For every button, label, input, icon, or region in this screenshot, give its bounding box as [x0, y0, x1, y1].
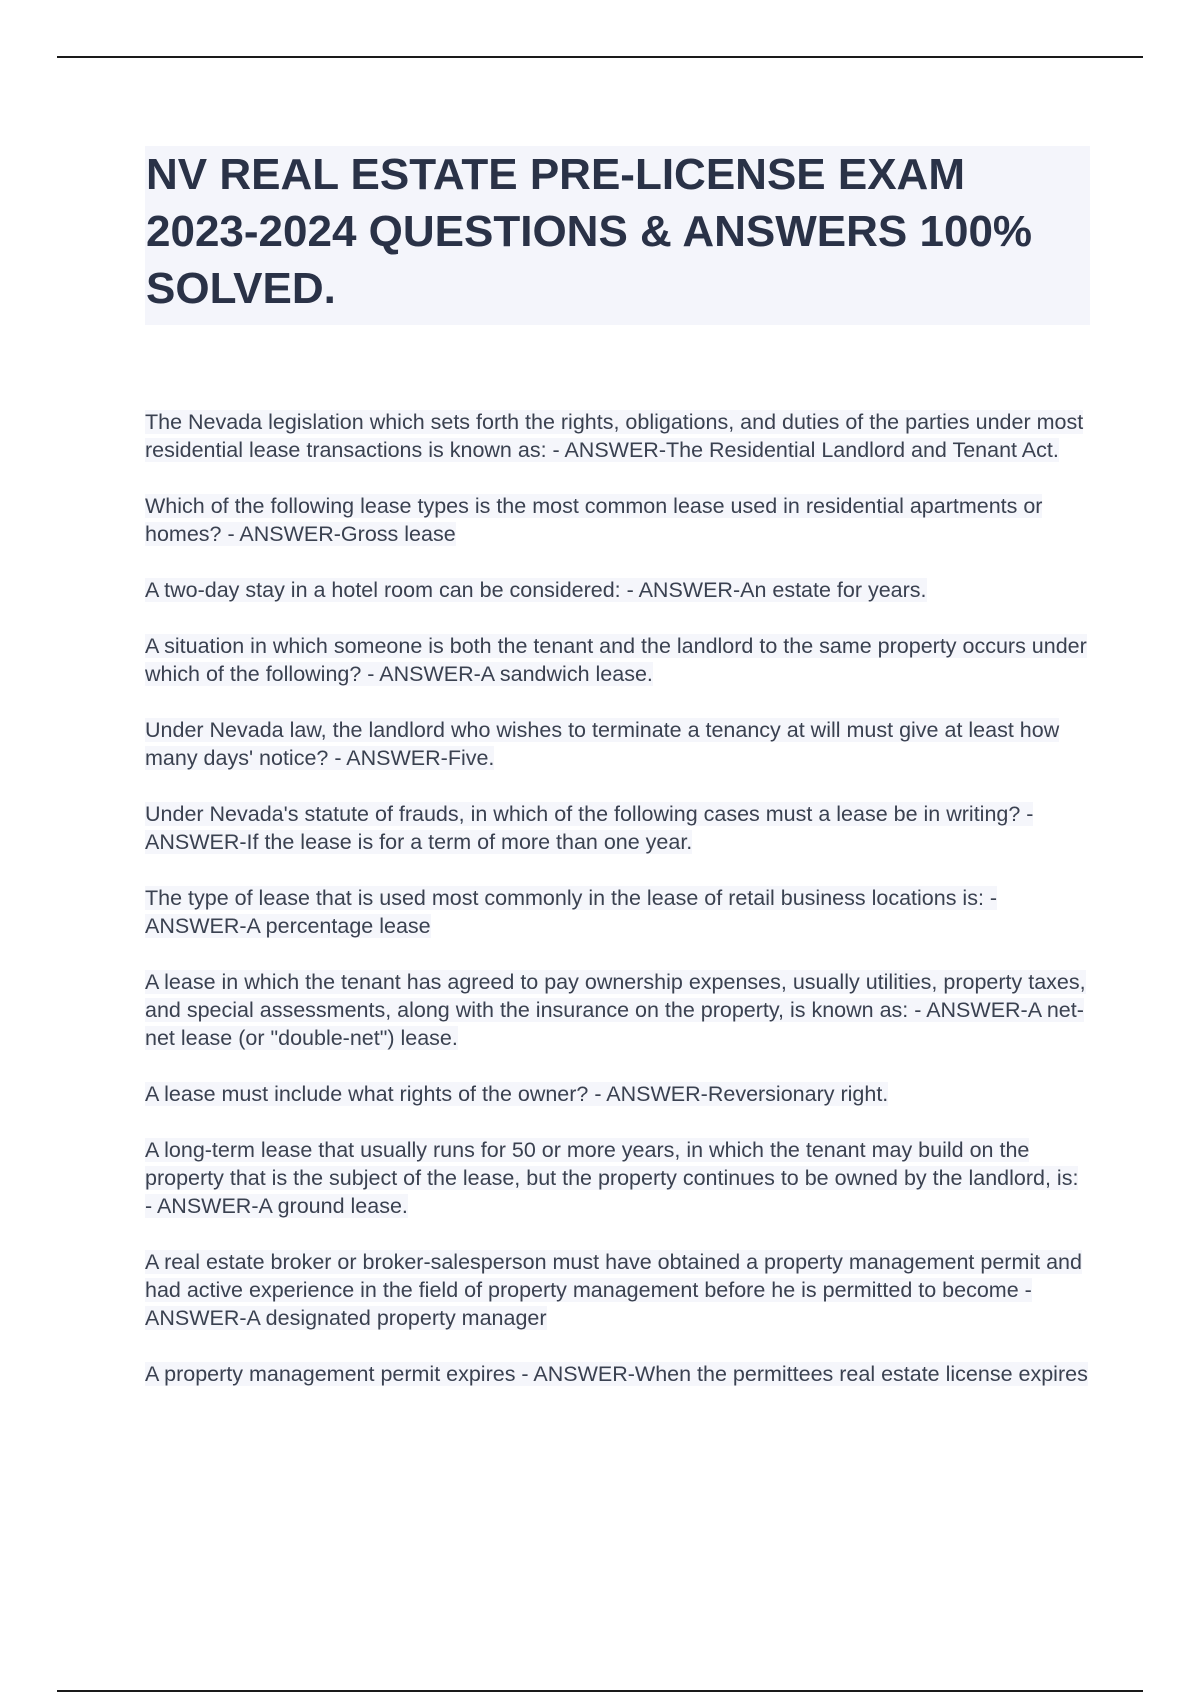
qa-item — [145, 968, 1090, 1052]
bottom-rule — [57, 1690, 1143, 1692]
qa-item — [145, 408, 1090, 464]
qa-item-text: The Nevada legislation which sets forth the rights, obligations, and duties of the parties under most residential lease transactions is known as: - ANSWER-The Residential Landlord and Tenant Act. — [145, 410, 1084, 462]
qa-item-text: A situation in which someone is both the tenant and the landlord to the same property occurs under which of the following? - ANSWER-A sandwich lease. — [145, 634, 1087, 686]
qa-item-text: Under Nevada's statute of frauds, in which of the following cases must a lease be in writing? - ANSWER-If the lease is for a term of more than one year. — [145, 802, 1034, 854]
qa-item — [145, 492, 1090, 548]
qa-list — [145, 408, 1090, 1388]
document-title: NV REAL ESTATE PRE-LICENSE EXAM 2023-2024 QUESTIONS & ANSWERS 100% SOLVED. — [146, 150, 1033, 313]
qa-item — [145, 884, 1090, 940]
qa-item — [145, 1360, 1090, 1388]
qa-item — [145, 800, 1090, 856]
qa-item — [145, 576, 1090, 604]
qa-item-text: A lease must include what rights of the owner? - ANSWER-Reversionary right. — [145, 1082, 889, 1106]
title-block — [145, 146, 1090, 325]
qa-item-text: A property management permit expires - ANSWER-When the permittees real estate license expires — [145, 1362, 1088, 1386]
qa-item-text: Under Nevada law, the landlord who wishes to terminate a tenancy at will must give at least how many days' notice? - ANSWER-Five. — [145, 718, 1060, 770]
qa-item-text: A lease in which the tenant has agreed to pay ownership expenses, usually utilities, property taxes, and special assessments, along with the insurance on the property, is known as: - ANSWER-A net-net lease (or "double-net") lease. — [145, 970, 1086, 1050]
qa-item-text: Which of the following lease types is the most common lease used in residential apartments or homes? - ANSWER-Gross lease — [145, 494, 1043, 546]
qa-item — [145, 1248, 1090, 1332]
qa-item-text: A two-day stay in a hotel room can be considered: - ANSWER-An estate for years. — [145, 578, 927, 602]
qa-item — [145, 632, 1090, 688]
qa-item-text: A real estate broker or broker-salesperson must have obtained a property management permit and had active experience in the field of property management before he is permitted to become - ANSWER-A designated property manager — [145, 1250, 1082, 1330]
top-rule — [57, 56, 1143, 58]
qa-item — [145, 1080, 1090, 1108]
qa-item-text: The type of lease that is used most commonly in the lease of retail business locations is: - ANSWER-A percentage lease — [145, 886, 998, 938]
document-page — [145, 146, 1090, 1416]
qa-item — [145, 1136, 1090, 1220]
qa-item-text: A long-term lease that usually runs for 50 or more years, in which the tenant may build on the property that is the subject of the lease, but the property continues to be owned by the landlord, is: - ANSWER-A ground lease. — [145, 1138, 1079, 1218]
qa-item — [145, 716, 1090, 772]
